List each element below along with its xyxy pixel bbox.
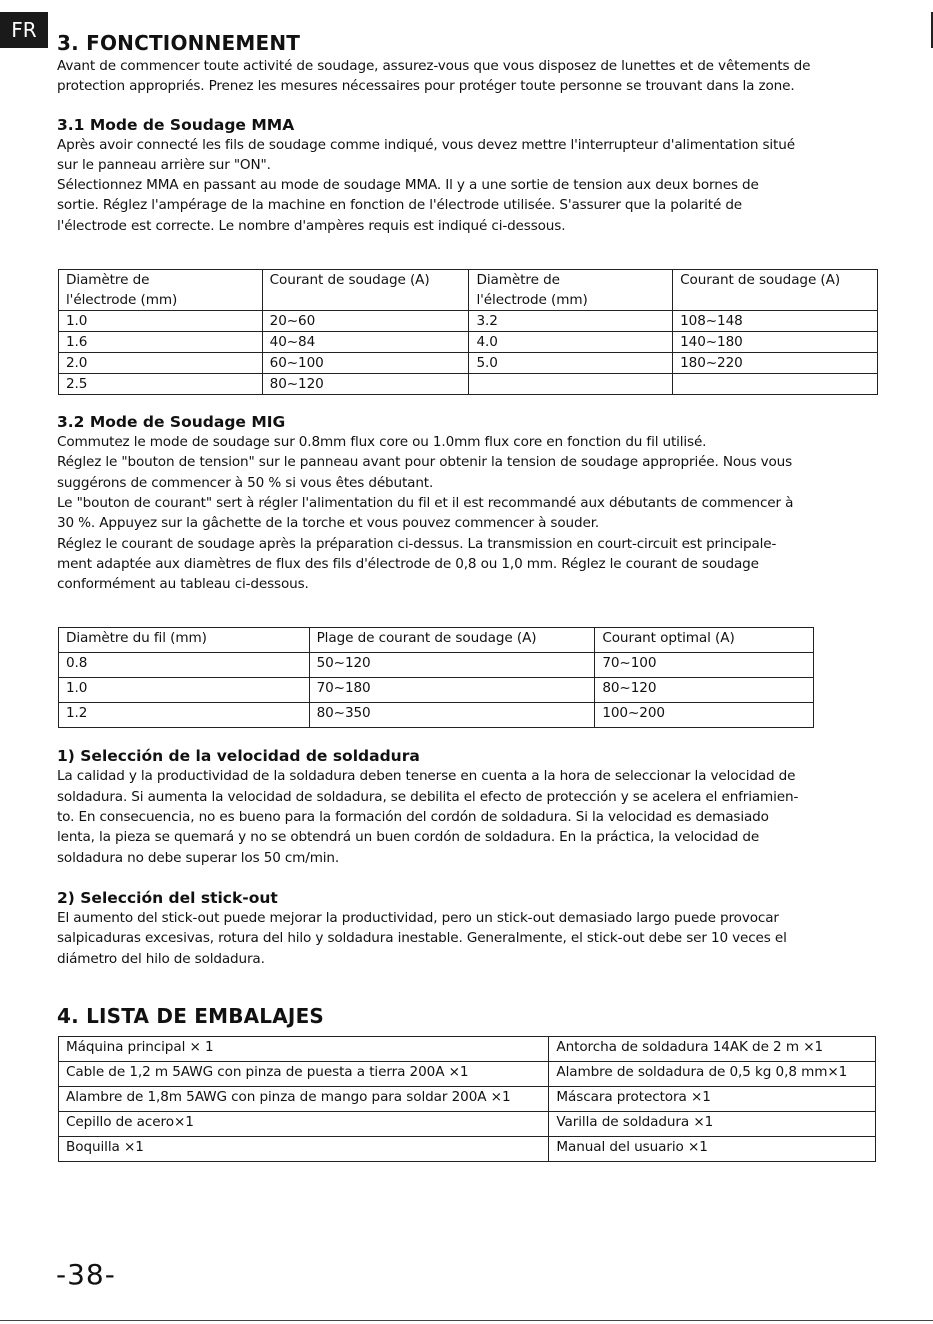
table-cell: 70~180 bbox=[309, 678, 595, 703]
table-row bbox=[59, 1061, 876, 1086]
table-row bbox=[59, 311, 878, 332]
text-line: Commutez le mode de soudage sur 0.8mm flux core ou 1.0mm flux core en fonction du fil utilisé. bbox=[57, 434, 707, 451]
packing-list-table bbox=[58, 1036, 876, 1162]
table-cell: 4.0 bbox=[469, 332, 673, 353]
text-line: 30 %. Appuyez sur la gâchette de la torche et vous pouvez commencer à souder. bbox=[57, 515, 600, 532]
mig-current-table bbox=[58, 627, 814, 728]
text-line: suggérons de commencer à 50 % si vous êtes débutant. bbox=[57, 474, 434, 491]
table-cell: 50~120 bbox=[309, 653, 595, 678]
table-row bbox=[59, 678, 814, 703]
table-cell: 180~220 bbox=[673, 353, 878, 374]
table-cell: Máquina principal × 1 bbox=[59, 1036, 549, 1061]
text-line: sortie. Réglez l'ampérage de la machine en fonction de l'électrode utilisée. S'assurer que la polarité de bbox=[57, 197, 743, 214]
table-cell: 5.0 bbox=[469, 353, 673, 374]
table-cell: 80~120 bbox=[262, 374, 469, 395]
table-row bbox=[59, 1136, 876, 1161]
table-cell: Cable de 1,2 m 5AWG con pinza de puesta a tierra 200A ×1 bbox=[59, 1061, 549, 1086]
text-line: soldadura no debe superar los 50 cm/min. bbox=[57, 849, 340, 866]
mma-current-table bbox=[58, 269, 878, 395]
table-cell: 40~84 bbox=[262, 332, 469, 353]
table-cell: Máscara protectora ×1 bbox=[549, 1086, 876, 1111]
table-row bbox=[59, 332, 878, 353]
language-badge: FR bbox=[0, 12, 48, 48]
table-row bbox=[59, 1086, 876, 1111]
table-row bbox=[59, 703, 814, 728]
table-cell: 100~200 bbox=[595, 703, 814, 728]
table-cell: 1.0 bbox=[59, 311, 263, 332]
table-cell: Boquilla ×1 bbox=[59, 1136, 549, 1161]
table-row bbox=[59, 374, 878, 395]
table-cell: Varilla de soldadura ×1 bbox=[549, 1111, 876, 1136]
text-line: soldadura. Si aumenta la velocidad de soldadura, se debilita el efecto de protección y se acelera el enfriamien- bbox=[57, 788, 799, 805]
stickout-selection-title: 2) Selección del stick-out bbox=[57, 888, 278, 907]
table-header-row bbox=[59, 270, 878, 311]
table-cell: 80~120 bbox=[595, 678, 814, 703]
text-line: Le "bouton de courant" sert à régler l'alimentation du fil et il est recommandé aux débutants de commencer à bbox=[57, 494, 794, 511]
mig-title: 3.2 Mode de Soudage MIG bbox=[57, 413, 286, 432]
table-cell: 3.2 bbox=[469, 311, 673, 332]
text-line: ment adaptée aux diamètres de flux des fils d'électrode de 0,8 ou 1,0 mm. Réglez le courant de soudage bbox=[57, 555, 759, 572]
text-line: sur le panneau arrière sur "ON". bbox=[57, 156, 271, 173]
table-cell: Alambre de soldadura de 0,5 kg 0,8 mm×1 bbox=[549, 1061, 876, 1086]
table-row bbox=[59, 1111, 876, 1136]
table-header-cell: Courant optimal (A) bbox=[595, 628, 814, 653]
text-line: Avant de commencer toute activité de soudage, assurez-vous que vous disposez de lunettes et de vêtements de bbox=[57, 58, 811, 74]
table-cell: 1.2 bbox=[59, 703, 310, 728]
table-header-cell: Diamètre de l'électrode (mm) bbox=[469, 270, 673, 311]
page-content bbox=[57, 30, 887, 1162]
table-cell: 1.0 bbox=[59, 678, 310, 703]
text-line: Après avoir connecté les fils de soudage comme indiqué, vous devez mettre l'interrupteur d'alimentation situé bbox=[57, 136, 795, 153]
text-line: Réglez le courant de soudage après la préparation ci-dessus. La transmission en court-circuit est principale- bbox=[57, 535, 777, 552]
table-cell: 80~350 bbox=[309, 703, 595, 728]
speed-selection-text bbox=[57, 766, 887, 867]
packing-list-title: 4. LISTA DE EMBALAJES bbox=[57, 1003, 325, 1028]
table-cell: 20~60 bbox=[262, 311, 469, 332]
table-row bbox=[59, 653, 814, 678]
mig-text bbox=[57, 432, 887, 594]
text-line: to. En consecuencia, no es bueno para la formación del cordón de soldadura. Si la velocidad es demasiado bbox=[57, 809, 769, 826]
text-line: protection appropriés. Prenez les mesures nécessaires pour protéger toute personne se trouvant dans la zone. bbox=[57, 78, 795, 95]
table-header-cell: Diamètre de l'électrode (mm) bbox=[59, 270, 263, 311]
page-number: -38- bbox=[56, 1258, 116, 1291]
text-line: Réglez le "bouton de tension" sur le panneau avant pour obtenir la tension de soudage appropriée. Nous vous bbox=[57, 454, 793, 471]
table-cell bbox=[469, 374, 673, 395]
table-cell: 1.6 bbox=[59, 332, 263, 353]
table-cell: 0.8 bbox=[59, 653, 310, 678]
table-header-cell: Plage de courant de soudage (A) bbox=[309, 628, 595, 653]
text-line: diámetro del hilo de soldadura. bbox=[57, 950, 265, 967]
table-cell: Cepillo de acero×1 bbox=[59, 1111, 549, 1136]
text-line: l'électrode est correcte. Le nombre d'ampères requis est indiqué ci-dessous. bbox=[57, 217, 566, 234]
text-line: conformément au tableau ci-dessous. bbox=[57, 576, 309, 593]
table-cell: 140~180 bbox=[673, 332, 878, 353]
table-header-cell: Diamètre du fil (mm) bbox=[59, 628, 310, 653]
text-line: Sélectionnez MMA en passant au mode de soudage MMA. Il y a une sortie de tension aux deux bornes de bbox=[57, 177, 759, 194]
text-line: El aumento del stick-out puede mejorar la productividad, pero un stick-out demasiado largo puede provocar bbox=[57, 909, 779, 926]
table-cell: 70~100 bbox=[595, 653, 814, 678]
table-cell: 2.0 bbox=[59, 353, 263, 374]
speed-selection-title: 1) Selección de la velocidad de soldadura bbox=[57, 747, 420, 766]
mma-text bbox=[57, 135, 887, 236]
table-cell: Alambre de 1,8m 5AWG con pinza de mango para soldar 200A ×1 bbox=[59, 1086, 549, 1111]
table-row bbox=[59, 353, 878, 374]
table-row bbox=[59, 1036, 876, 1061]
section-3-title: 3. FONCTIONNEMENT bbox=[57, 31, 301, 55]
table-cell: 108~148 bbox=[673, 311, 878, 332]
section-3-intro bbox=[57, 56, 887, 97]
text-line: lenta, la pieza se quemará y no se obtendrá un buen cordón de soldadura. En la práctica, la velocidad de bbox=[57, 829, 760, 846]
table-header-cell: Courant de soudage (A) bbox=[262, 270, 469, 311]
table-cell bbox=[673, 374, 878, 395]
table-cell: 2.5 bbox=[59, 374, 263, 395]
table-cell: Manual del usuario ×1 bbox=[549, 1136, 876, 1161]
text-line: salpicaduras excesivas, rotura del hilo y soldadura inestable. Generalmente, el stick-out debe ser 10 veces el bbox=[57, 930, 787, 947]
table-header-row bbox=[59, 628, 814, 653]
stickout-selection-text bbox=[57, 908, 887, 969]
text-line: La calidad y la productividad de la soldadura deben tenerse en cuenta a la hora de seleccionar la velocidad de bbox=[57, 768, 796, 785]
mma-title: 3.1 Mode de Soudage MMA bbox=[57, 115, 295, 134]
table-cell: 60~100 bbox=[262, 353, 469, 374]
table-cell: Antorcha de soldadura 14AK de 2 m ×1 bbox=[549, 1036, 876, 1061]
page-bottom-rule bbox=[0, 1320, 933, 1321]
table-header-cell: Courant de soudage (A) bbox=[673, 270, 878, 311]
